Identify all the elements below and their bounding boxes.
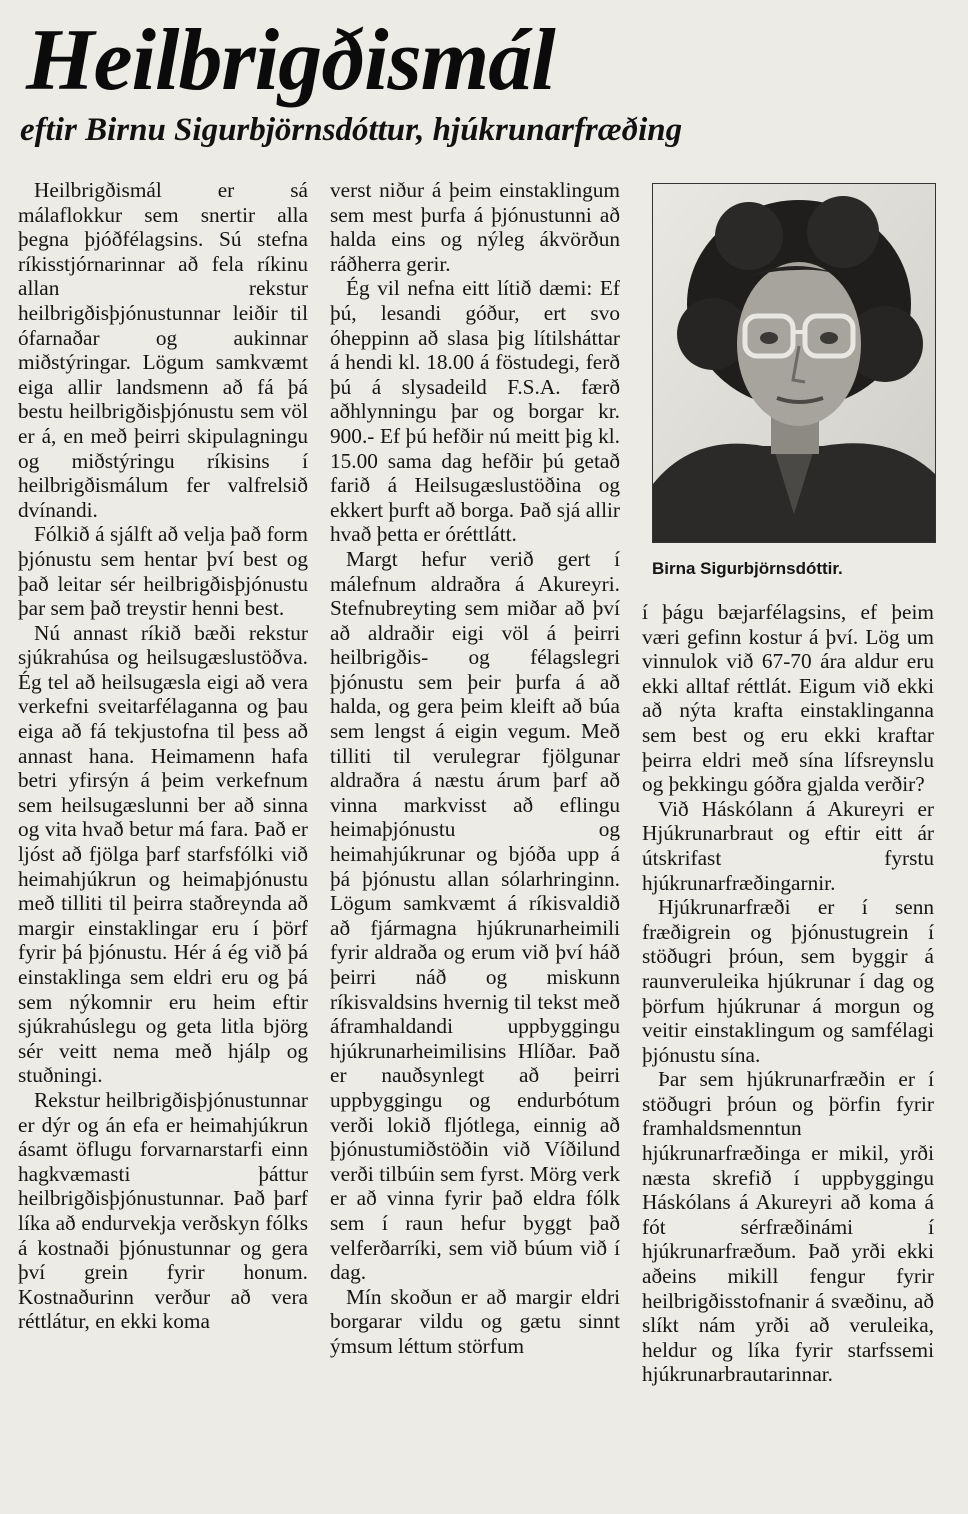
article-column-3 — [642, 600, 934, 1387]
paragraph: í þágu bæjarfélagsins, ef þeim væri gefinn kostur á því. Lög um vinnulok við 67-70 ára aldur eru ekki alltaf réttlát. Eigum við ekki að nýta krafta einstaklinganna sem best og eru ekki kraftar þeirra eldri með sína lífsreynslu og þekkingu góðra gjalda verðir? — [642, 600, 934, 797]
paragraph: Fólkið á sjálft að velja það form þjónustu sem hentar því best og það leitar sér heilbrigðisþjónustu þar sem það treystir henni best. — [18, 522, 308, 621]
article-title: Heilbrigðismál — [26, 12, 555, 109]
paragraph: Nú annast ríkið bæði rekstur sjúkrahúsa og heilsugæslustöðva. Ég tel að heilsugæsla eigi að vera verkefni sveitarfélaganna og þau eiga að fá tekjustofna til þess að annast hana. Heimamenn hafa betri yfirsýn á þeim verkefnum sem heilsugæslunni ber að sinna og vita hvað betur má fara. Það er ljóst að fjölga þarf starfsfólki við heimahjúkrun og heimaþjónustu með tilliti til þeirra staðreynda að margir einstaklingar eru í þörf fyrir þá þjónustu. Hér á ég við þá einstaklinga sem eldri eru og þá sem nýkomnir eru heim eftir sjúkrahúslegu og geta litla björg sér veitt nema með hjálp og stuðningi. — [18, 620, 308, 1088]
paragraph: Heilbrigðismál er sá málaflokkur sem snertir alla þegna þjóðfélagsins. Sú stefna ríkisstjórnarinnar að fela ríkinu allan rekstur heilbrigðisþjónustunnar leiðir til ófarnaðar og aukinnar miðstýringar. Lögum samkvæmt eiga allir landsmenn að fá þá bestu heilbrigðisþjónustu sem völ er á, en með þeirri skipulagningu og miðstýringu ríkisins í heilbrigðismálum fer valfrelsið dvínandi. — [18, 178, 308, 522]
paragraph: Ég vil nefna eitt lítið dæmi: Ef þú, lesandi góður, ert svo óheppinn að slasa þig lítilsháttar á hendi kl. 18.00 á föstudegi, ferð þú á slysadeild F.S.A. færð aðhlynningu þar og borgar kr. 900.- Ef þú hefðir nú meitt þig kl. 15.00 sama dag hefðir þú getað farið á Heilsugæslustöðina og ekkert þurft að borga. Það sjá allir hvað þetta er óréttlátt. — [330, 276, 620, 547]
paragraph: Mín skoðun er að margir eldri borgarar vildu og gætu sinnt ýmsum léttum störfum — [330, 1284, 620, 1358]
article-byline: eftir Birnu Sigurbjörnsdóttur, hjúkrunarfræðing — [20, 112, 683, 148]
portrait-photo-icon — [653, 184, 935, 542]
paragraph: Þar sem hjúkrunarfræðin er í stöðugri þróun og þörfin fyrir framhaldsmenntun hjúkrunarfræðinga er mikil, yrði næsta skrefið í uppbyggingu Háskólans á Akureyri að koma á fót sérfræðinámi í hjúkrunarfræðum. Það yrði ekki aðeins mikill fengur fyrir heilbrigðisstofnanir á svæðinu, að slíkt nám yrði að veruleika, heldur og líka fyrir starfssemi hjúkrunarbrautarinnar. — [642, 1067, 934, 1387]
article-column-1 — [18, 178, 308, 1334]
article-column-2 — [330, 178, 620, 1359]
paragraph: Við Háskólann á Akureyri er Hjúkrunarbraut og eftir eitt ár útskrifast fyrstu hjúkrunarfræðingarnir. — [642, 796, 934, 895]
photo-caption: Birna Sigurbjörnsdóttir. — [652, 559, 843, 578]
paragraph: Hjúkrunarfræði er í senn fræðigrein og þjónustugrein í stöðugri þróun, sem byggir á raunveruleika hjúkrunar í dag og þörfum hjúkrunar á morgun og veitir einstaklingum og samfélagi þjónustu sína. — [642, 895, 934, 1067]
paragraph: Rekstur heilbrigðisþjónustunnar er dýr og án efa er heimahjúkrun ásamt öflugu forvarnarstarfi einn hagkvæmasti þáttur heilbrigðisþjónustunnar. Það þarf líka að endurvekja verðskyn fólks á kostnaði þjónustunnar og gera því grein fyrir honum. Kostnaðurinn verður að vera réttlátur, en ekki koma — [18, 1087, 308, 1334]
paragraph: verst niður á þeim einstaklingum sem mest þurfa á þjónustunni að halda eins og nýleg ákvörðun ráðherra gerir. — [330, 178, 620, 276]
author-photo — [652, 183, 936, 543]
paragraph: Margt hefur verið gert í málefnum aldraðra á Akureyri. Stefnubreyting sem miðar að því að aldraðir eigi völ á þeirri heilbrigðis- og félagslegri þjónustu sem þeir þurfa á að halda, og gera þeim kleift að búa sem lengst á eigin vegum. Með tilliti til verulegrar fjölgunar aldraðra á næstu árum þarf að vinna markvisst að eflingu heimaþjónustu og heimahjúkrunar og bjóða upp á þá þjónustu allan sólarhringinn. Lögum samkvæmt á ríkisvaldið að fjármagna hjúkrunarheimili fyrir aldraða og erum við því háð þeirri náð og miskunn ríkisvaldsins hvernig til tekst með áframhaldandi uppbyggingu hjúkrunarheimilisins Hlíðar. Það er nauðsynlegt að þeirri uppbyggingu og endurbótum verði lokið fljótlega, einnig að þjónustumiðstöðin við Víðilund verði tilbúin sem fyrst. Mörg verk er að vinna fyrir það eldra fólk sem í raun hefur byggt það velferðarríki, sem við búum við í dag. — [330, 546, 620, 1285]
